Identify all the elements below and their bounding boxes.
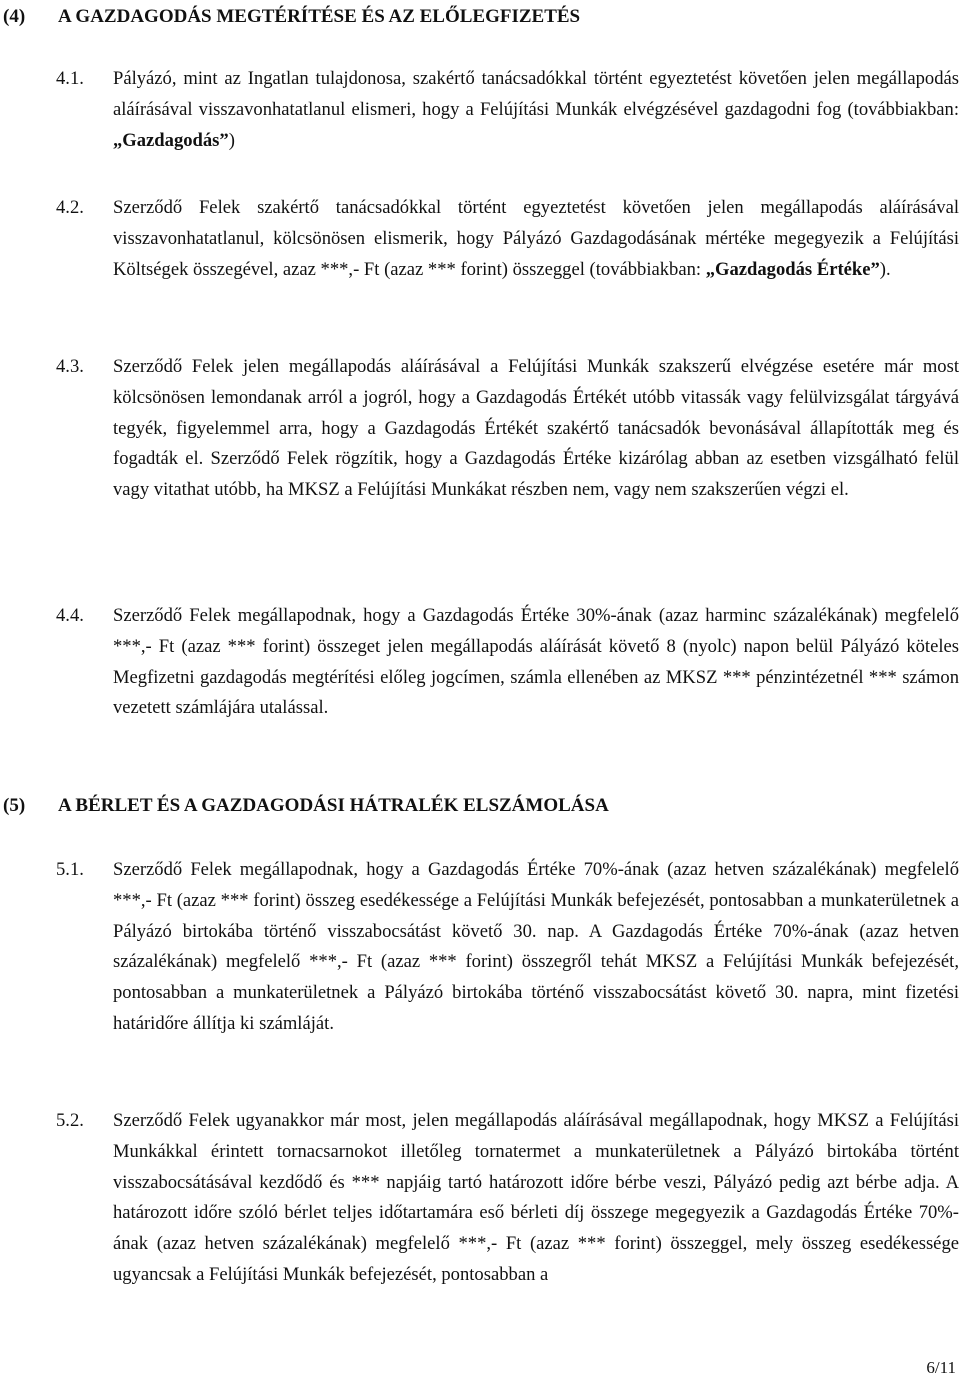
clause-number: 4.3. bbox=[56, 356, 84, 377]
clause-text-part: ) bbox=[228, 129, 235, 151]
clause-text bbox=[113, 193, 959, 285]
clause-number: 4.1. bbox=[56, 68, 84, 89]
clause-text: Szerződő Felek megállapodnak, hogy a Gazdagodás Értéke 70%-ának (azaz hetven százalékának) megfelelő ***,- Ft (azaz *** forint) összeg esedékessége a Felújítási Munkák befejezését, pontosabban a munkaterületnek a Pályázó birtokába történő visszabocsátást követő 30. nap. A Gazdagodás Értéke 70%-ának (azaz hetven százalékának) megfelelő ***,- Ft (azaz *** forint) összegről tehát MKSZ a Felújítási Munkák befejezését, pontosabban a munkaterületnek a Pályázó birtokába történő visszabocsátást követő 30. napra, mint fizetési határidőre állítja ki számláját. bbox=[113, 859, 959, 1034]
clause-text-part: Pályázó, mint az Ingatlan tulajdonosa, szakértő tanácsadókkal történt egyeztetést követően jelen megállapodás aláírásával visszavonhatatlanul elismeri, hogy a Felújítási Munkák elvégzésével gazdagodni fog (továbbiakban: bbox=[113, 68, 959, 120]
clause-number: 4.4. bbox=[56, 605, 84, 626]
clause-text: Szerződő Felek ugyanakkor már most, jelen megállapodás aláírásával megállapodnak, hogy MKSZ a Felújítási Munkákkal érintett tornacsarnokot illetőleg tornatermet a munkaterületnek a Pályázó birtokába történt visszabocsátásával kezdődő és *** napjáig tartó határozott időre bérbe veszi, Pályázó pedig azt bérbe adja. A határozott időre szóló bérlet teljes időtartamára eső bérleti díj összege megegyezik a Gazdagodás Értéke 70%-ának (azaz hetven százalékának) megfelelő ***,- Ft (azaz *** forint) összeggel, mely összeg esedékessége ugyancsak a Felújítási Munkák befejezését, pontosabban a bbox=[113, 1110, 959, 1285]
clause-number: 5.2. bbox=[56, 1110, 84, 1131]
section-number: (5) bbox=[3, 795, 26, 816]
section-number: (4) bbox=[3, 6, 26, 27]
defined-term: „Gazdagodás” bbox=[113, 129, 229, 151]
defined-term: „Gazdagodás Értéke” bbox=[705, 258, 880, 280]
clause-text: Szerződő Felek jelen megállapodás aláírásával a Felújítási Munkák szakszerű elvégzése esetére már most kölcsönösen lemondanak arról a jogról, hogy a Gazdagodás Értékét utóbb vitassák vagy felülvizsgálat tárgyává tegyék, figyelemmel arra, hogy a Gazdagodás Értékét szakértő tanácsadók bevonásával állapították meg és fogadták el. Szerződő Felek rögzítik, hogy a Gazdagodás Értéke kizárólag abban az esetben vizsgálható felül vagy vitathat utóbb, ha MKSZ a Felújítási Munkákat részben nem, vagy nem szakszerűen végzi el. bbox=[113, 356, 959, 501]
section-title: A GAZDAGODÁS MEGTÉRÍTÉSE ÉS AZ ELŐLEGFIZETÉS bbox=[58, 6, 581, 27]
section-title: A BÉRLET ÉS A GAZDAGODÁSI HÁTRALÉK ELSZÁMOLÁSA bbox=[58, 795, 609, 816]
clause-number: 5.1. bbox=[56, 859, 84, 880]
clause-text: Szerződő Felek megállapodnak, hogy a Gazdagodás Értéke 30%-ának (azaz harminc százalékának) megfelelő ***,- Ft (azaz *** forint) összeget jelen megállapodás aláírását követő 8 (nyolc) napon belül Pályázó köteles Megfizetni gazdagodás megtérítési előleg jogcímen, számla ellenében az MKSZ *** pénzintézetnél *** számon vezetett számlájára utalással. bbox=[113, 605, 959, 719]
clause-text-part: Szerződő Felek szakértő tanácsadókkal történt egyeztetést követően jelen megállapodás aláírásával visszavonhatatlanul, kölcsönösen elismerik, hogy Pályázó Gazdagodásának mértéke megegyezik a Felújítási Költségek összegével, azaz ***,- Ft (azaz *** forint) összeggel (továbbiakban: bbox=[113, 197, 959, 280]
clause-text bbox=[113, 64, 959, 156]
page-number: 6/11 bbox=[926, 1358, 956, 1377]
clause-text-part: ). bbox=[879, 258, 891, 280]
clause-number: 4.2. bbox=[56, 197, 84, 218]
